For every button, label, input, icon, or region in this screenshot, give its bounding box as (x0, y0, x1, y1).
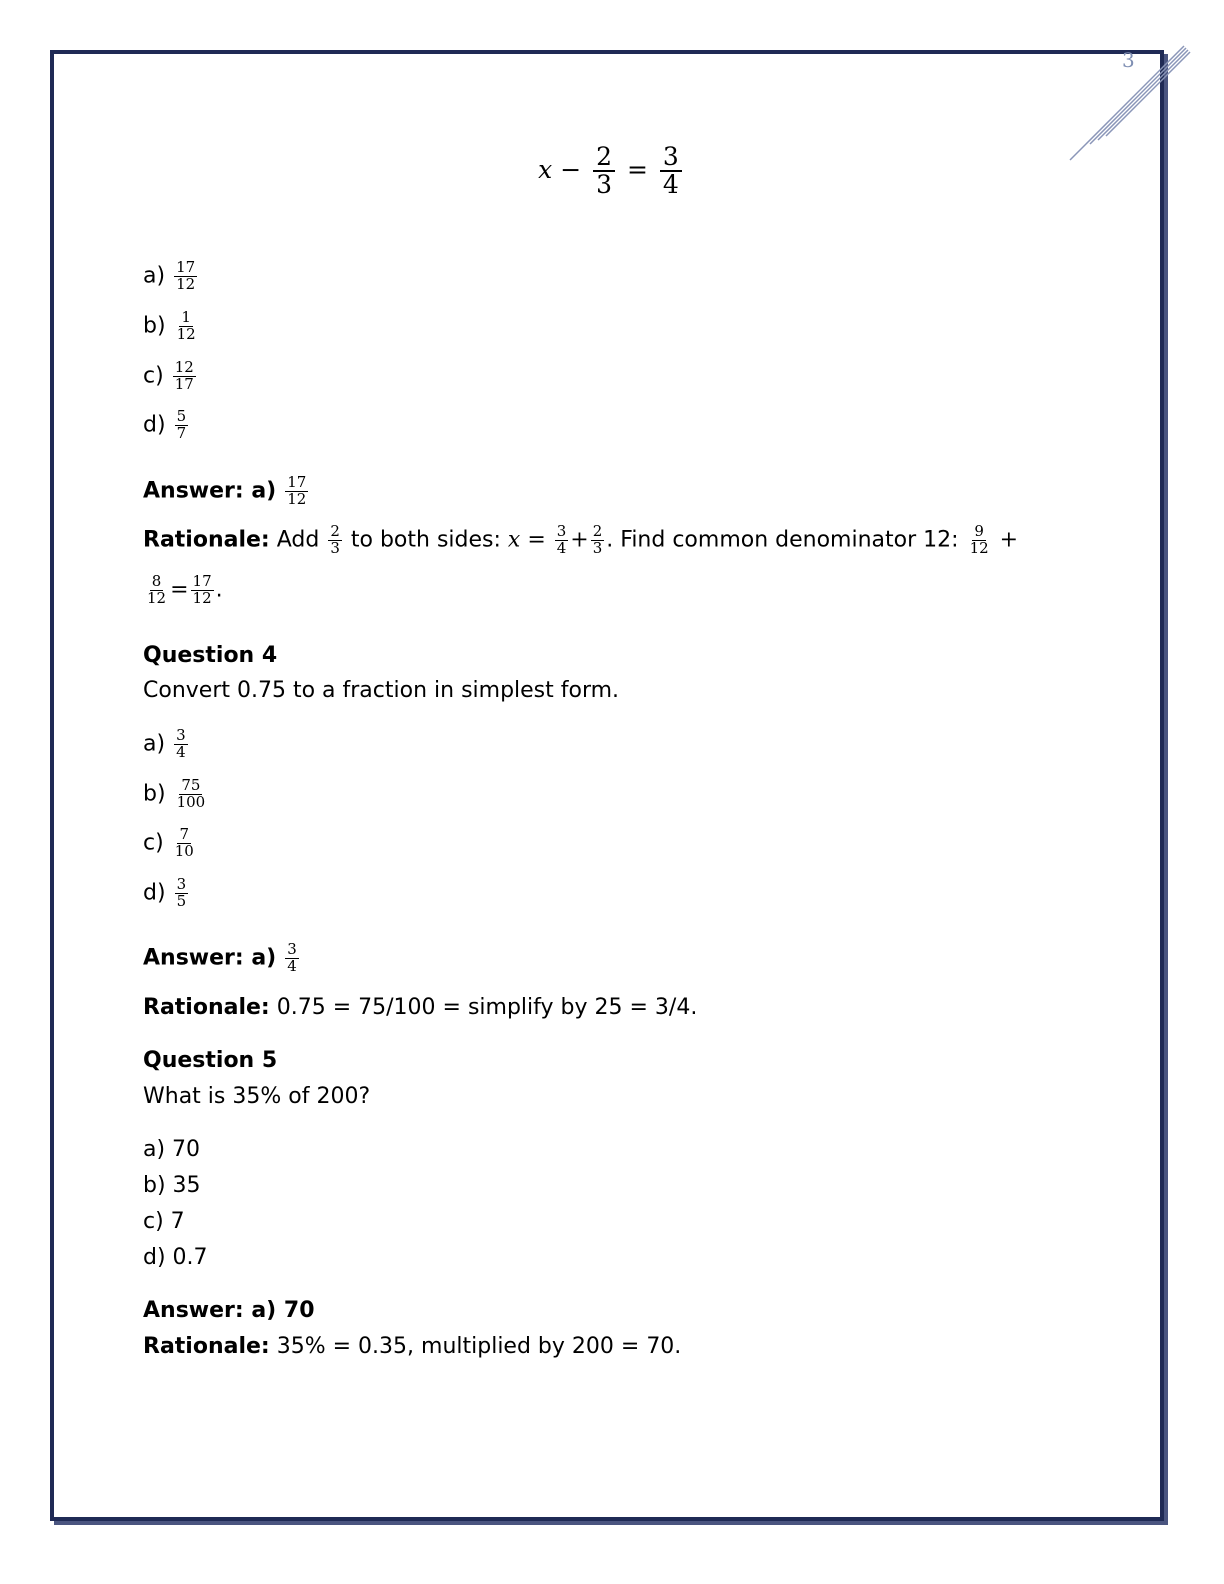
q5-title: Question 5 (143, 1048, 278, 1073)
q3-rationale-line-1: Rationale: Add $\frac{2}{3}$ to both sides: x = $\frac{3}{4}$ + $\frac{2}{3}$ . Find common denominator 12: $\frac{9}{12}$ + (143, 522, 1019, 557)
q4-option-d: d) $\frac{3}{5}$ (143, 875, 187, 910)
q3-option-a: a) $\frac{17}{12}$ (143, 258, 196, 293)
q4-answer: Answer: a) $\frac{3}{4}$ (143, 940, 297, 975)
q5-prompt: What is 35% of 200? (143, 1084, 371, 1109)
equation-minus: − (560, 154, 582, 184)
q4-prompt: Convert 0.75 to a fraction in simplest form. (143, 678, 620, 703)
page-number: 3 (1122, 48, 1135, 72)
q5-answer: Answer: a) 70 (143, 1298, 315, 1323)
q5-option-c: c) 7 (143, 1209, 185, 1234)
q3-option-b: b) $\frac{1}{12}$ (143, 308, 196, 343)
q4-title: Question 4 (143, 643, 278, 668)
equation-fraction-1: $\frac{2}{3}$ (593, 144, 615, 199)
q5-option-a: a) 70 (143, 1137, 201, 1162)
q3-option-c: c) $\frac{12}{17}$ (143, 358, 194, 393)
equation (0, 144, 1224, 199)
q5-option-b: b) 35 (143, 1173, 201, 1198)
q4-option-c: c) $\frac{7}{10}$ (143, 825, 194, 860)
q5-rationale: Rationale: 35% = 0.35, multiplied by 200 = 70. (143, 1334, 682, 1359)
equation-variable: x (538, 154, 553, 184)
q3-rationale-line-2: $\frac{8}{12}$ = $\frac{17}{12}$ . (147, 572, 223, 607)
equation-equals: = (627, 154, 648, 184)
equation-fraction-2: $\frac{3}{4}$ (660, 144, 682, 199)
q3-option-d: d) $\frac{5}{7}$ (143, 407, 187, 442)
q3-answer: Answer: a) $\frac{17}{12}$ (143, 473, 307, 508)
q5-option-d: d) 0.7 (143, 1245, 208, 1270)
q4-option-b: b) $\frac{75}{100}$ (143, 776, 206, 811)
q4-rationale: Rationale: 0.75 = 75/100 = simplify by 25 = 3/4. (143, 995, 698, 1020)
q4-option-a: a) $\frac{3}{4}$ (143, 726, 186, 761)
